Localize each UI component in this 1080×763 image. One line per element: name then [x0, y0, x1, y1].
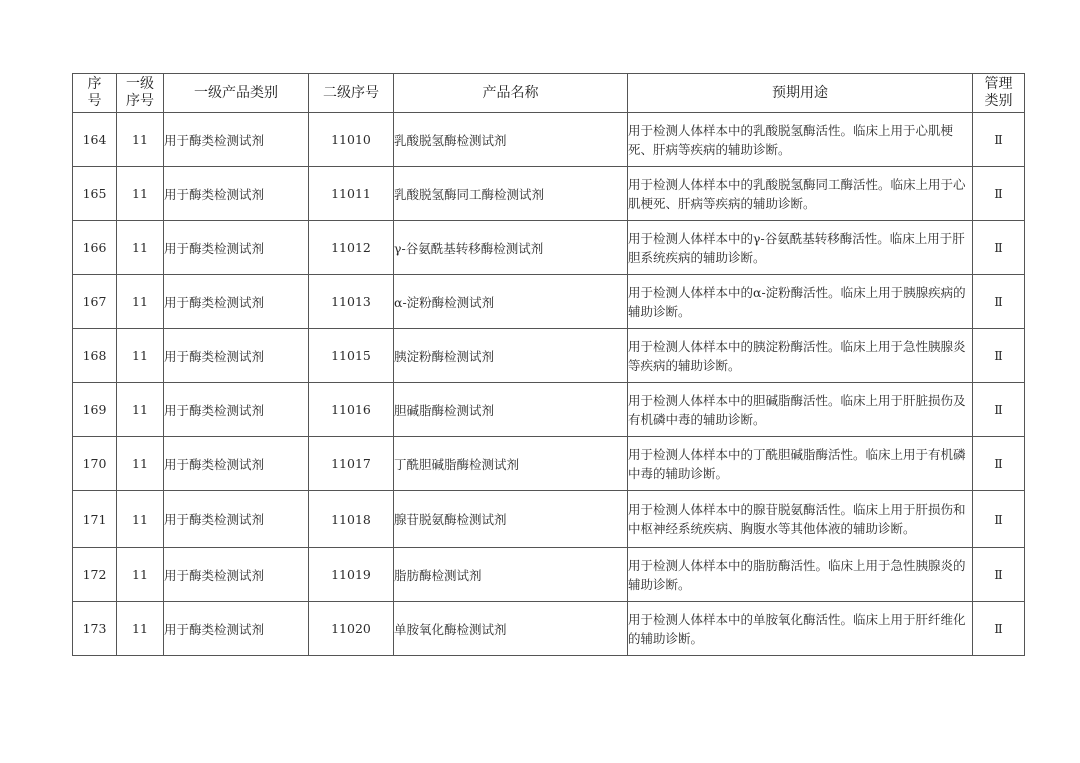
cell-product-name: 单胺氧化酶检测试剂 — [394, 602, 628, 656]
header-seq: 序 号 — [73, 74, 117, 113]
cell-seq: 167 — [73, 275, 117, 329]
header-level1-category: 一级产品类别 — [164, 74, 309, 113]
cell-level2-seq: 11011 — [309, 167, 394, 221]
cell-level1-category: 用于酶类检测试剂 — [164, 548, 309, 602]
cell-level2-seq: 11013 — [309, 275, 394, 329]
table-row — [73, 437, 1025, 491]
cell-intended-use: 用于检测人体样本中的单胺氧化酶活性。临床上用于肝纤维化的辅助诊断。 — [628, 602, 973, 656]
cell-seq: 165 — [73, 167, 117, 221]
table-body — [73, 113, 1025, 656]
cell-level1-seq: 11 — [117, 437, 164, 491]
cell-product-name: γ-谷氨酰基转移酶检测试剂 — [394, 221, 628, 275]
table-row — [73, 329, 1025, 383]
cell-product-name: 胰淀粉酶检测试剂 — [394, 329, 628, 383]
header-intended-use: 预期用途 — [628, 74, 973, 113]
cell-level1-seq: 11 — [117, 383, 164, 437]
cell-intended-use: 用于检测人体样本中的脂肪酶活性。临床上用于急性胰腺炎的辅助诊断。 — [628, 548, 973, 602]
cell-level2-seq: 11019 — [309, 548, 394, 602]
cell-level2-seq: 11017 — [309, 437, 394, 491]
header-level1-seq: 一级 序号 — [117, 74, 164, 113]
table-row — [73, 491, 1025, 548]
cell-level1-category: 用于酶类检测试剂 — [164, 491, 309, 548]
cell-level2-seq: 11012 — [309, 221, 394, 275]
cell-product-name: 乳酸脱氢酶检测试剂 — [394, 113, 628, 167]
table-row — [73, 113, 1025, 167]
cell-seq: 169 — [73, 383, 117, 437]
cell-management-class: Ⅱ — [973, 602, 1025, 656]
cell-intended-use: 用于检测人体样本中的乳酸脱氢酶同工酶活性。临床上用于心肌梗死、肝病等疾病的辅助诊断。 — [628, 167, 973, 221]
cell-management-class: Ⅱ — [973, 167, 1025, 221]
cell-level1-seq: 11 — [117, 602, 164, 656]
cell-level2-seq: 11020 — [309, 602, 394, 656]
cell-management-class: Ⅱ — [973, 383, 1025, 437]
cell-level1-category: 用于酶类检测试剂 — [164, 275, 309, 329]
cell-level1-seq: 11 — [117, 491, 164, 548]
table-row — [73, 548, 1025, 602]
cell-product-name: 丁酰胆碱脂酶检测试剂 — [394, 437, 628, 491]
table-row — [73, 221, 1025, 275]
cell-management-class: Ⅱ — [973, 275, 1025, 329]
cell-product-name: 胆碱脂酶检测试剂 — [394, 383, 628, 437]
cell-management-class: Ⅱ — [973, 437, 1025, 491]
cell-intended-use: 用于检测人体样本中的γ-谷氨酰基转移酶活性。临床上用于肝胆系统疾病的辅助诊断。 — [628, 221, 973, 275]
cell-seq: 168 — [73, 329, 117, 383]
cell-seq: 171 — [73, 491, 117, 548]
header-management-class: 管理 类别 — [973, 74, 1025, 113]
cell-level1-category: 用于酶类检测试剂 — [164, 113, 309, 167]
cell-level2-seq: 11015 — [309, 329, 394, 383]
cell-level1-seq: 11 — [117, 167, 164, 221]
header-product-name: 产品名称 — [394, 74, 628, 113]
cell-level1-seq: 11 — [117, 548, 164, 602]
cell-level1-category: 用于酶类检测试剂 — [164, 383, 309, 437]
cell-intended-use: 用于检测人体样本中的丁酰胆碱脂酶活性。临床上用于有机磷中毒的辅助诊断。 — [628, 437, 973, 491]
cell-product-name: 腺苷脱氨酶检测试剂 — [394, 491, 628, 548]
cell-level1-seq: 11 — [117, 329, 164, 383]
cell-level2-seq: 11018 — [309, 491, 394, 548]
cell-intended-use: 用于检测人体样本中的α-淀粉酶活性。临床上用于胰腺疾病的辅助诊断。 — [628, 275, 973, 329]
table-row — [73, 602, 1025, 656]
cell-management-class: Ⅱ — [973, 548, 1025, 602]
cell-product-name: α-淀粉酶检测试剂 — [394, 275, 628, 329]
cell-level1-category: 用于酶类检测试剂 — [164, 221, 309, 275]
cell-product-name: 乳酸脱氢酶同工酶检测试剂 — [394, 167, 628, 221]
cell-management-class: Ⅱ — [973, 329, 1025, 383]
cell-seq: 166 — [73, 221, 117, 275]
cell-level1-category: 用于酶类检测试剂 — [164, 167, 309, 221]
cell-intended-use: 用于检测人体样本中的胰淀粉酶活性。临床上用于急性胰腺炎等疾病的辅助诊断。 — [628, 329, 973, 383]
cell-level1-category: 用于酶类检测试剂 — [164, 602, 309, 656]
cell-level1-category: 用于酶类检测试剂 — [164, 437, 309, 491]
cell-seq: 164 — [73, 113, 117, 167]
cell-product-name: 脂肪酶检测试剂 — [394, 548, 628, 602]
cell-level2-seq: 11016 — [309, 383, 394, 437]
cell-level1-seq: 11 — [117, 221, 164, 275]
header-level2-seq: 二级序号 — [309, 74, 394, 113]
cell-seq: 170 — [73, 437, 117, 491]
cell-level2-seq: 11010 — [309, 113, 394, 167]
cell-intended-use: 用于检测人体样本中的乳酸脱氢酶活性。临床上用于心肌梗死、肝病等疾病的辅助诊断。 — [628, 113, 973, 167]
cell-intended-use: 用于检测人体样本中的胆碱脂酶活性。临床上用于肝脏损伤及有机磷中毒的辅助诊断。 — [628, 383, 973, 437]
cell-management-class: Ⅱ — [973, 221, 1025, 275]
cell-seq: 173 — [73, 602, 117, 656]
table-row — [73, 383, 1025, 437]
product-catalog-table — [72, 73, 1025, 656]
cell-level1-seq: 11 — [117, 275, 164, 329]
cell-management-class: Ⅱ — [973, 113, 1025, 167]
cell-level1-seq: 11 — [117, 113, 164, 167]
cell-level1-category: 用于酶类检测试剂 — [164, 329, 309, 383]
cell-management-class: Ⅱ — [973, 491, 1025, 548]
cell-intended-use: 用于检测人体样本中的腺苷脱氨酶活性。临床上用于肝损伤和中枢神经系统疾病、胸腹水等其他体液的辅助诊断。 — [628, 491, 973, 548]
table-row — [73, 167, 1025, 221]
table-row — [73, 275, 1025, 329]
table-header-row — [73, 74, 1025, 113]
cell-seq: 172 — [73, 548, 117, 602]
